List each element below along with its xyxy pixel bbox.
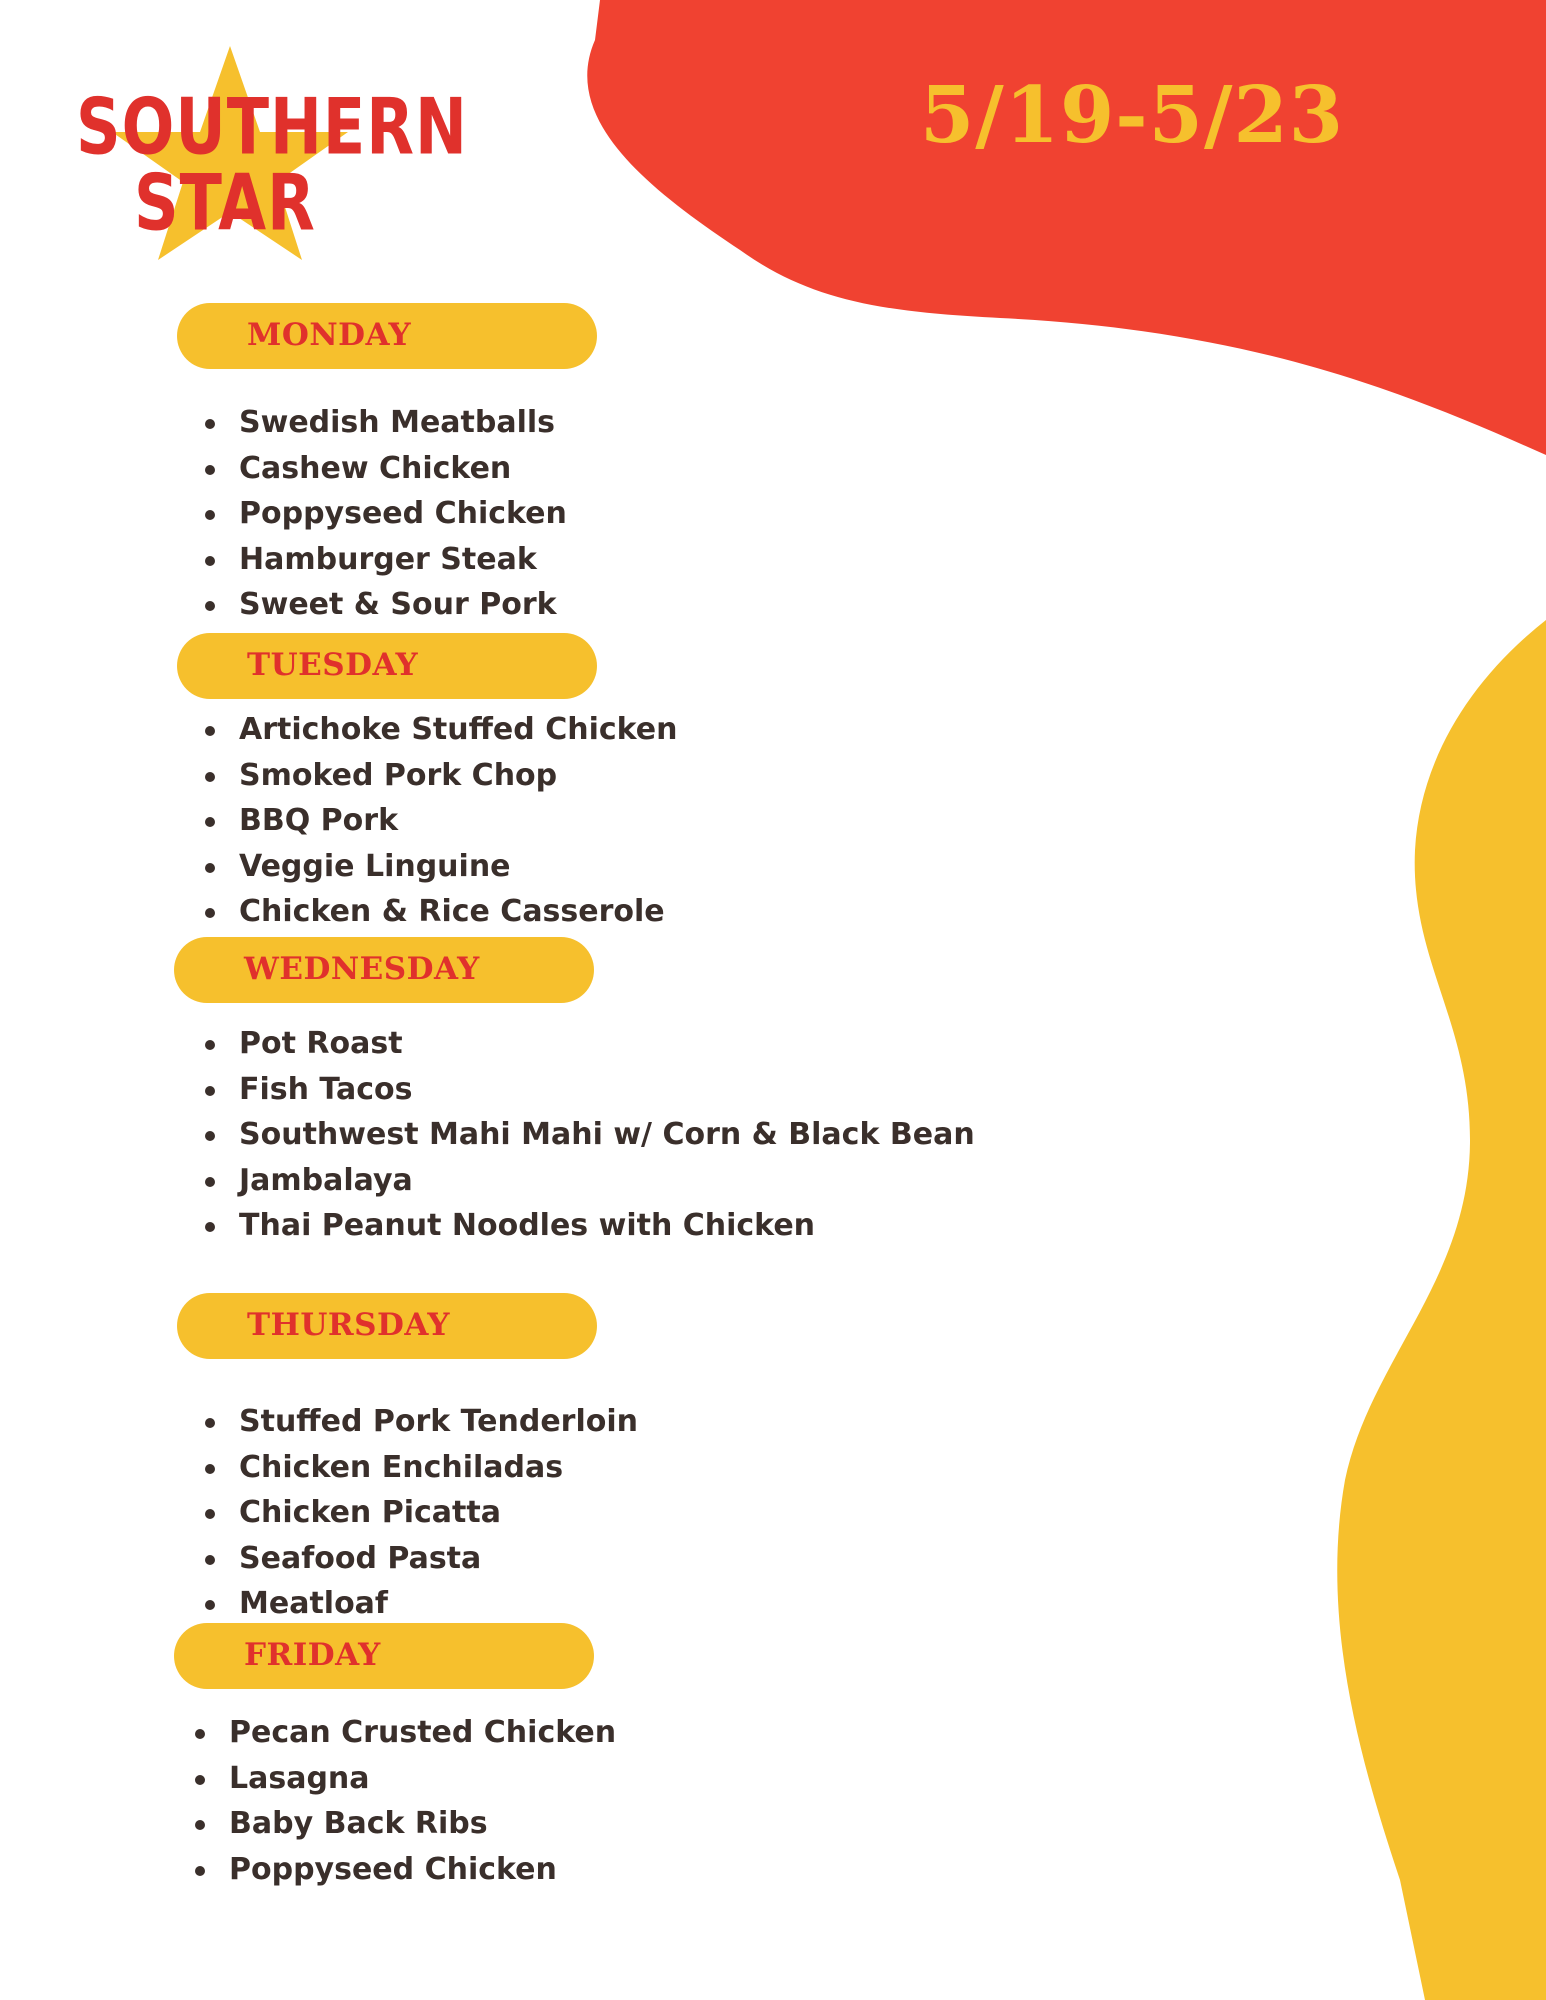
- menu-item: Chicken Enchiladas: [203, 1445, 638, 1491]
- day-header-wednesday: [174, 937, 594, 1003]
- day-label: FRIDAY: [244, 1637, 381, 1673]
- menu-list-thursday: [203, 1399, 638, 1627]
- day-header-friday: [174, 1623, 594, 1689]
- day-header-tuesday: [177, 633, 597, 699]
- yellow-wave-shape: [1337, 620, 1546, 2000]
- menu-item: Jambalaya: [203, 1158, 975, 1204]
- southern-star-logo: [70, 40, 468, 260]
- day-header-monday: [177, 303, 597, 369]
- menu-item: Chicken & Rice Casserole: [203, 889, 678, 935]
- day-label: WEDNESDAY: [244, 951, 480, 987]
- menu-item: Lasagna: [193, 1756, 616, 1802]
- menu-item: Swedish Meatballs: [203, 400, 567, 446]
- menu-item: Poppyseed Chicken: [203, 491, 567, 537]
- menu-item: Poppyseed Chicken: [193, 1847, 616, 1893]
- menu-item: Southwest Mahi Mahi w/ Corn & Black Bean: [203, 1112, 975, 1158]
- menu-item: Chicken Picatta: [203, 1490, 638, 1536]
- menu-item: Fish Tacos: [203, 1067, 975, 1113]
- day-header-thursday: [177, 1293, 597, 1359]
- menu-item: Veggie Linguine: [203, 844, 678, 890]
- menu-item: Meatloaf: [203, 1581, 638, 1627]
- menu-item: Pecan Crusted Chicken: [193, 1710, 616, 1756]
- menu-item: Sweet & Sour Pork: [203, 582, 567, 628]
- menu-item: Stuffed Pork Tenderloin: [203, 1399, 638, 1445]
- menu-item: Pot Roast: [203, 1021, 975, 1067]
- day-label: THURSDAY: [247, 1307, 451, 1343]
- day-label: MONDAY: [247, 317, 412, 353]
- logo-line-2: STAR: [134, 156, 316, 249]
- menu-item: Seafood Pasta: [203, 1536, 638, 1582]
- menu-list-tuesday: [203, 707, 678, 935]
- menu-list-monday: [203, 400, 567, 628]
- menu-list-friday: [193, 1710, 616, 1892]
- day-label: TUESDAY: [247, 647, 419, 683]
- menu-list-wednesday: [203, 1021, 975, 1249]
- menu-item: Hamburger Steak: [203, 537, 567, 583]
- date-range: 5/19-5/23: [920, 70, 1344, 161]
- red-blob-shape: [587, 0, 1546, 455]
- menu-item: BBQ Pork: [203, 798, 678, 844]
- menu-item: Smoked Pork Chop: [203, 753, 678, 799]
- menu-item: Cashew Chicken: [203, 446, 567, 492]
- logo-line-1: SOUTHERN: [76, 80, 468, 173]
- menu-item: Thai Peanut Noodles with Chicken: [203, 1203, 975, 1249]
- menu-item: Artichoke Stuffed Chicken: [203, 707, 678, 753]
- menu-item: Baby Back Ribs: [193, 1801, 616, 1847]
